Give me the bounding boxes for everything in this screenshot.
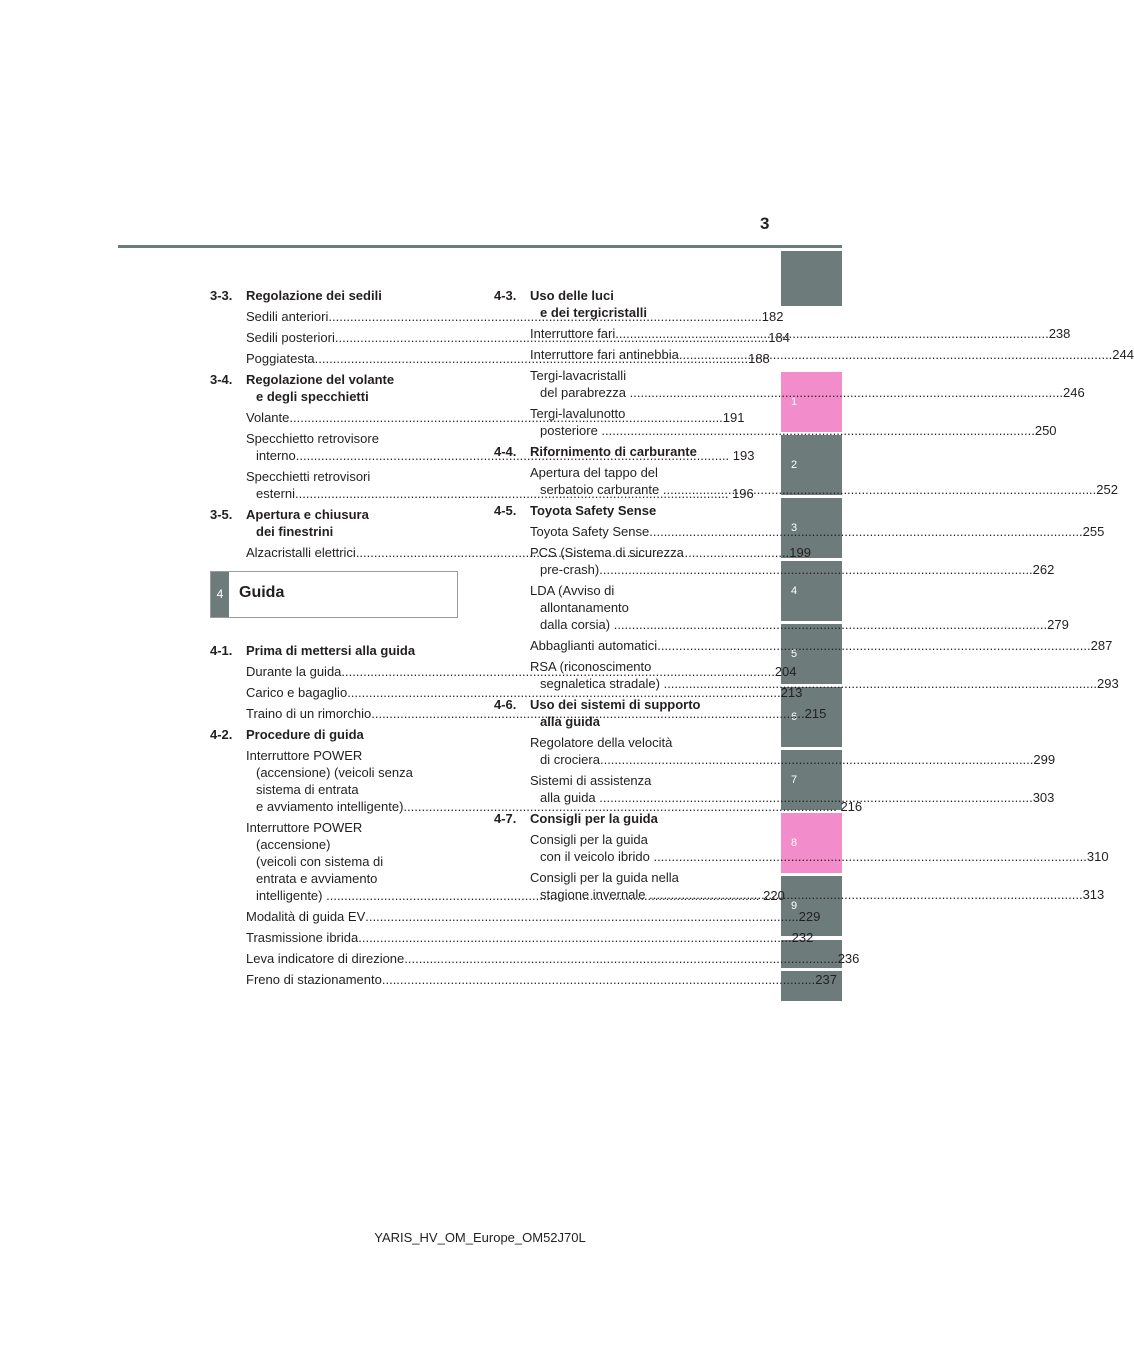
section-heading: 4-6. Uso dei sistemi di supporto alla guida bbox=[494, 697, 701, 729]
toc-entry[interactable]: Interruttore POWER (accensione) (veicoli con sistema di entrata e avviamento intelligente) ..... 220 bbox=[210, 819, 458, 904]
toc-entry[interactable]: Tergi-lavacristalli del parabrezza ..... 246 bbox=[494, 367, 741, 401]
toc-entry[interactable]: Regolatore della velocità di crociera ..... 299 bbox=[494, 734, 741, 768]
toc-entry[interactable]: Interruttore fari antinebbia ..... 244 bbox=[494, 346, 741, 363]
chapter-box[interactable] bbox=[210, 571, 458, 618]
toc-entry[interactable]: Sistemi di assistenza alla guida ..... 303 bbox=[494, 772, 741, 806]
section-heading: 3-3. Regolazione dei sedili bbox=[210, 288, 382, 303]
side-tab-8[interactable] bbox=[781, 813, 842, 873]
toc-entry[interactable]: Sedili anteriori ..... 182 bbox=[210, 308, 458, 325]
page-number: 3 bbox=[760, 214, 770, 233]
toc-entry[interactable]: Tergi-lavalunotto posteriore ..... 250 bbox=[494, 405, 741, 439]
toc-entry[interactable]: Alzacristalli elettrici ..... 199 bbox=[210, 544, 458, 561]
toc-entry[interactable]: RSA (riconoscimento segnaletica stradale) ..... 293 bbox=[494, 658, 741, 692]
chapter-number: 4 bbox=[211, 572, 229, 617]
header-rule bbox=[118, 245, 842, 248]
toc-entry[interactable]: Consigli per la guida con il veicolo ibrido ..... 310 bbox=[494, 831, 741, 865]
document-footer: YARIS_HV_OM_Europe_OM52J70L bbox=[374, 1230, 586, 1245]
toc-entry[interactable]: Toyota Safety Sense ..... 255 bbox=[494, 523, 741, 540]
toc-entry[interactable]: Durante la guida ..... 204 bbox=[210, 663, 458, 680]
toc-entry[interactable]: Traino di un rimorchio ..... 215 bbox=[210, 705, 458, 722]
toc-entry[interactable]: Specchietti retrovisori esterni ..... 196 bbox=[210, 468, 458, 502]
side-tab-label: 2 bbox=[791, 459, 798, 471]
toc-entry[interactable]: Specchietto retrovisore interno ..... 193 bbox=[210, 430, 458, 464]
section-heading: 3-4. Regolazione del volante e degli specchietti bbox=[210, 372, 395, 404]
toc-entry[interactable]: LDA (Avviso di allontanamento dalla corsia) ..... 279 bbox=[494, 582, 741, 633]
section-heading: 4-5. Toyota Safety Sense bbox=[494, 503, 657, 518]
toc-entry[interactable]: Leva indicatore di direzione ..... 236 bbox=[210, 950, 458, 967]
side-tab-label: 6 bbox=[791, 711, 798, 723]
toc-entry[interactable]: Trasmissione ibrida ..... 232 bbox=[210, 929, 458, 946]
side-tab-blank-top[interactable] bbox=[781, 251, 842, 306]
section-heading: 4-3. Uso delle luci e dei tergicristalli bbox=[494, 288, 647, 320]
toc-entry[interactable]: Freno di stazionamento ..... 237 bbox=[210, 971, 458, 988]
toc-entry[interactable]: Carico e bagaglio ..... 213 bbox=[210, 684, 458, 701]
side-tab-label: 1 bbox=[791, 396, 798, 408]
side-tab-label: 8 bbox=[791, 837, 798, 849]
toc-entry[interactable]: Interruttore fari ..... 238 bbox=[494, 325, 741, 342]
chapter-title: Guida bbox=[239, 584, 285, 601]
side-tab-9[interactable] bbox=[781, 876, 842, 936]
toc-entry[interactable]: Modalità di guida EV ..... 229 bbox=[210, 908, 458, 925]
toc-entry[interactable]: Poggiatesta ..... 188 bbox=[210, 350, 458, 367]
section-heading: 3-5. Apertura e chiusura dei finestrini bbox=[210, 507, 369, 539]
toc-entry[interactable]: Sedili posteriori ..... 184 bbox=[210, 329, 458, 346]
toc-entry[interactable]: Abbaglianti automatici ..... 287 bbox=[494, 637, 741, 654]
toc-entry[interactable]: Apertura del tappo del serbatoio carburante ..... 252 bbox=[494, 464, 741, 498]
side-tab-label: 4 bbox=[791, 585, 798, 597]
toc-entry[interactable]: Consigli per la guida nella stagione invernale ..... 313 bbox=[494, 869, 741, 903]
toc-entry[interactable]: PCS (Sistema di sicurezza pre-crash) ..... 262 bbox=[494, 544, 741, 578]
side-tab-label: 5 bbox=[791, 648, 798, 660]
side-tab-label: 7 bbox=[791, 774, 798, 786]
side-tab-label: 9 bbox=[791, 900, 798, 912]
section-heading: 4-4. Rifornimento di carburante bbox=[494, 444, 697, 459]
section-heading: 4-7. Consigli per la guida bbox=[494, 811, 658, 826]
section-heading: 4-1. Prima di mettersi alla guida bbox=[210, 643, 416, 658]
toc-entry[interactable]: Interruttore POWER (accensione) (veicoli senza sistema di entrata e avviamento intelligente) ..... 216 bbox=[210, 747, 458, 815]
section-heading: 4-2. Procedure di guida bbox=[210, 727, 364, 742]
side-tab-label: 3 bbox=[791, 522, 798, 534]
toc-entry[interactable]: Volante ..... 191 bbox=[210, 409, 458, 426]
